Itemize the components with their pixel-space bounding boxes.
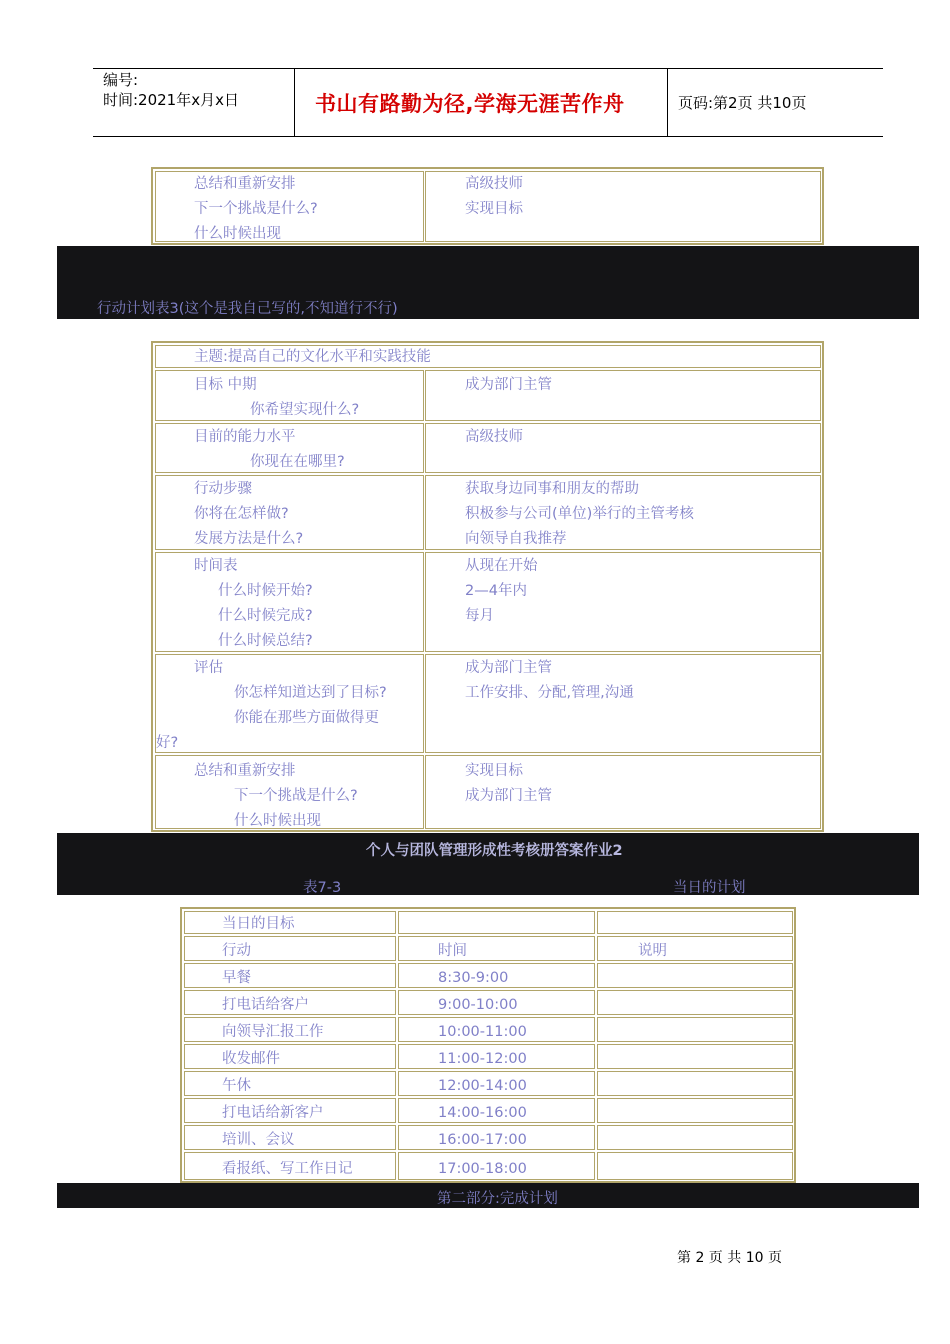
table-cell [597,1152,793,1180]
header-page-info: 页码:第2页 共10页 [678,94,807,112]
cell-text: 时间表 [194,558,238,574]
cell-text: 高级技师 [465,176,523,192]
cell-text: 每月 [465,608,494,624]
cell-text: 总结和重新安排 [194,176,296,192]
table-cell [398,936,595,961]
row-time: 16:00-17:00 [438,1132,527,1148]
plan-theme: 主题:提高自己的文化水平和实践技能 [194,349,431,365]
cell-text: 从现在开始 [465,558,538,574]
row-time: 8:30-9:00 [438,970,509,986]
serial-label: 编号: [103,71,139,89]
cell-text: 实现目标 [465,763,523,779]
cell-text: 向领导自我推荐 [465,531,567,547]
row-time: 10:00-11:00 [438,1024,527,1040]
row-time: 17:00-18:00 [438,1161,527,1177]
section-title: 行动计划表3(这个是我自己写的,不知道行不行) [97,301,398,317]
table-title: 当日的计划 [673,880,746,896]
cell-text: 什么时候总结? [218,633,313,649]
time-label: 时间:2021年x月x日 [103,91,239,109]
cell-text: 你现在在哪里? [250,454,345,470]
cell-text: 评估 [194,660,223,676]
cell-text: 什么时候完成? [218,608,313,624]
row-action: 午休 [222,1078,251,1094]
cell-text: 什么时候出现 [194,226,281,242]
section-title: 个人与团队管理形成性考核册答案作业2 [366,843,623,859]
row-action: 收发邮件 [222,1051,280,1067]
cell-text: 积极参与公司(单位)举行的主管考核 [465,506,694,522]
cell-text: 总结和重新安排 [194,763,296,779]
header-top-rule [93,68,883,69]
cell-text: 行动步骤 [194,481,252,497]
table-cell [597,1017,793,1042]
table-cell [597,1125,793,1150]
goal-label: 当日的目标 [222,916,295,932]
row-action: 向领导汇报工作 [222,1024,324,1040]
table-cell [398,911,595,934]
row-action: 打电话给新客户 [222,1105,324,1121]
row-time: 11:00-12:00 [438,1051,527,1067]
table-cell [184,1044,396,1069]
row-time: 9:00-10:00 [438,997,518,1013]
cell-text: 你将在怎样做? [194,506,289,522]
header-divider [667,69,668,136]
cell-text: 下一个挑战是什么? [194,201,318,217]
header-divider [294,69,295,136]
row-action: 打电话给客户 [222,997,309,1013]
row-action: 培训、会议 [222,1132,295,1148]
table-cell [597,990,793,1015]
cell-text: 高级技师 [465,429,523,445]
cell-text: 2—4年内 [465,583,527,599]
row-time: 12:00-14:00 [438,1078,527,1094]
cell-text: 成为部门主管 [465,660,552,676]
cell-text: 目前的能力水平 [194,429,296,445]
row-action: 早餐 [222,970,251,986]
cell-text: 成为部门主管 [465,788,552,804]
row-time: 14:00-16:00 [438,1105,527,1121]
cell-text: 什么时候出现 [234,813,321,829]
row-action: 看报纸、写工作日记 [222,1161,353,1177]
table-cell [597,1098,793,1123]
cell-text: 工作安排、分配,管理,沟通 [465,685,634,701]
cell-text: 成为部门主管 [465,377,552,393]
cell-text: 什么时候开始? [218,583,313,599]
cell-text: 实现目标 [465,201,523,217]
table-cell [184,936,396,961]
cell-text: 你怎样知道达到了目标? [234,685,387,701]
table-cell [597,963,793,988]
page-footer: 第 2 页 共 10 页 [677,1250,782,1266]
column-header: 行动 [222,943,251,959]
table-cell [597,936,793,961]
cell-text: 你希望实现什么? [250,402,360,418]
column-header: 说明 [638,943,667,959]
cell-text: 你能在那些方面做得更 [234,710,379,726]
table-cell [184,1071,396,1096]
section-title: 第二部分:完成计划 [437,1191,558,1207]
cell-text: 好? [156,735,179,751]
cell-text: 发展方法是什么? [194,531,304,547]
header-motto: 书山有路勤为径,学海无涯苦作舟 [315,92,625,116]
table-cell [184,963,396,988]
header-bottom-rule [93,136,883,137]
column-header: 时间 [438,943,467,959]
table-cell [597,1071,793,1096]
table-label: 表7-3 [303,880,342,896]
cell-text: 获取身边同事和朋友的帮助 [465,481,639,497]
cell-text: 目标 中期 [194,377,257,393]
cell-text: 下一个挑战是什么? [234,788,358,804]
table-cell [597,911,793,934]
table-cell [597,1044,793,1069]
